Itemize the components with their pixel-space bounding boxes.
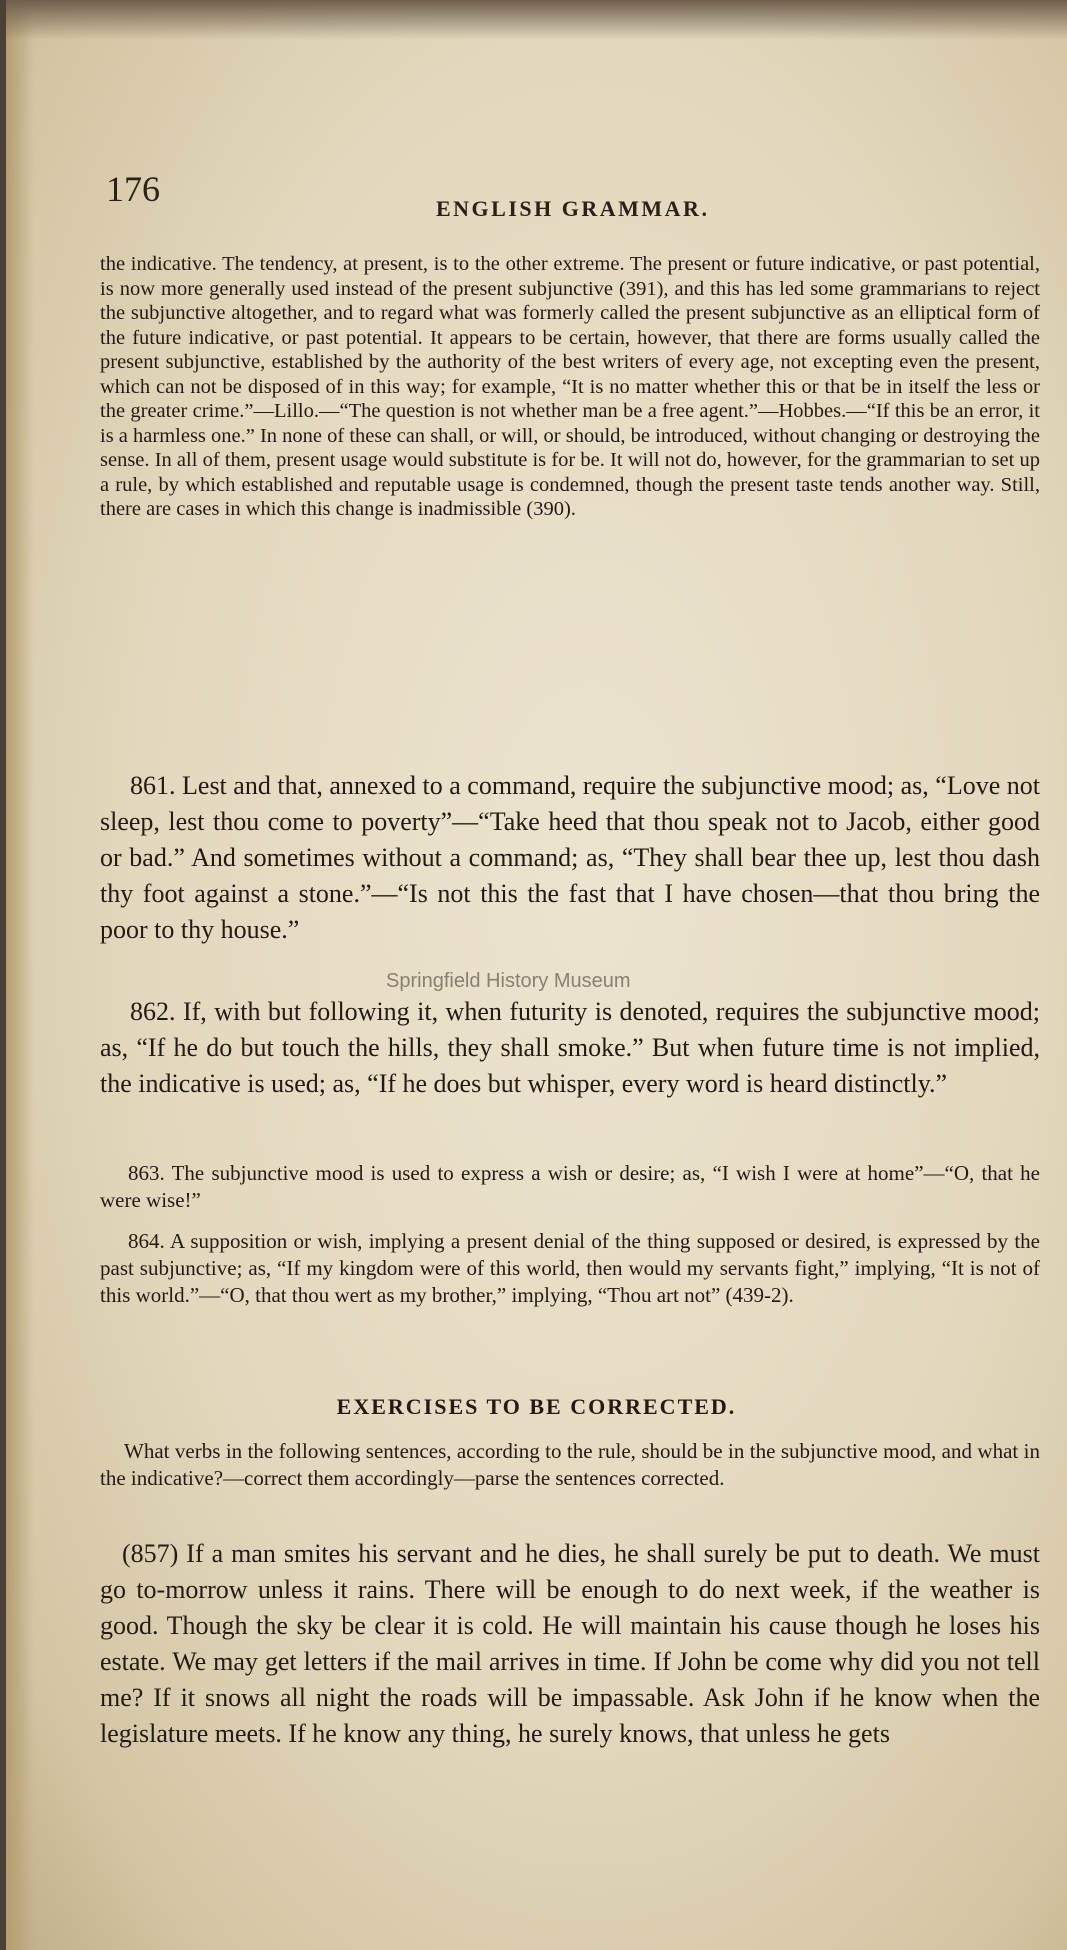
page-header (106, 168, 1007, 228)
exercise-instructions (100, 1438, 1040, 1492)
rule-863-text: 863. The subjunctive mood is used to express a wish or desire; as, “I wish I were at home”—“O, that he were wise!” (100, 1161, 1040, 1212)
rule-861-text: 861. Lest and that, annexed to a command, require the subjunctive mood; as, “Love not sleep, lest thou come to poverty”—“Take heed that thou speak not to Jacob, either good or bad.” And sometimes without a command; as, “They shall bear thee up, lest thou dash thy foot against a stone.”—“Is not this the fast that I have chosen—that thou bring the poor to thy house.” (100, 771, 1040, 944)
rule-863 (100, 1160, 1040, 1214)
watermark-overlay: Springfield History Museum (386, 970, 631, 992)
exercise-sentences (100, 1536, 1040, 1752)
continuation-paragraph (100, 252, 1040, 522)
continuation-text: the indicative. The tendency, at present, is to the other extreme. The present or future indicative, or past potential, is now more generally used instead of the present subjunctive (391), and this has led some grammarians to reject the subjunctive altogether, and to regard what was formerly called the present subjunctive as an elliptical form of the future indicative, or past potential. It appears to be certain, however, that there are forms usually called the present subjunctive, established by the authority of the best writers of every age, not excepting even the present, which can not be disposed of in this way; for example, “It is no matter whether this or that be in itself the less or the greater crime.”—Lillo.—“The question is not whether man be a free agent.”—Hobbes.—“If this be an error, it is a harmless one.” In none of these can shall, or will, or should, be introduced, without changing or destroying the sense. In all of them, present usage would substitute is for be. It will not do, however, for the grammarian to set up a rule, by which established and reputable usage is condemned, though the present taste tends another way. Still, there are cases in which this change is inadmissible (390). (100, 253, 1040, 520)
exercises-title: EXERCISES TO BE CORRECTED. (336, 1394, 737, 1419)
rule-864-text: 864. A supposition or wish, implying a present denial of the thing supposed or desired, is expressed by the past subjunctive; as, “If my kingdom were of this world, then would my servants fight,” implying, “It is not of this world.”—“O, that thou wert as my brother,” implying, “Thou art not” (439-2). (100, 1229, 1040, 1307)
exercise-sentences-text: (857) If a man smites his servant and he dies, he shall surely be put to death. We must go to-morrow unless it rains. There will be enough to do next week, if the weather is good. Though the sky be clear it is cold. He will maintain his cause though he loses his estate. We may get letters if the mail arrives in time. If John be come why did you not tell me? If it snows all night the roads will be impassable. Ask John if he know when the legislature meets. If he know any thing, he surely knows, that unless he gets (100, 1539, 1040, 1748)
page-number: 176 (106, 169, 160, 209)
rule-862-text: 862. If, with but following it, when futurity is denoted, requires the subjunctive mood; as, “If he do but touch the hills, they shall smoke.” But when future time is not implied, the indicative is used; as, “If he does but whisper, every word is heard distinctly.” (100, 997, 1040, 1098)
rule-861 (100, 768, 1040, 948)
rule-862 (100, 994, 1040, 1102)
book-page (6, 0, 1067, 1950)
exercise-instructions-text: What verbs in the following sentences, according to the rule, should be in the subjunctive mood, and what in the indicative?—correct them accordingly—parse the sentences corrected. (100, 1439, 1040, 1490)
running-head: ENGLISH GRAMMAR. (436, 196, 710, 221)
rule-864 (100, 1228, 1040, 1309)
